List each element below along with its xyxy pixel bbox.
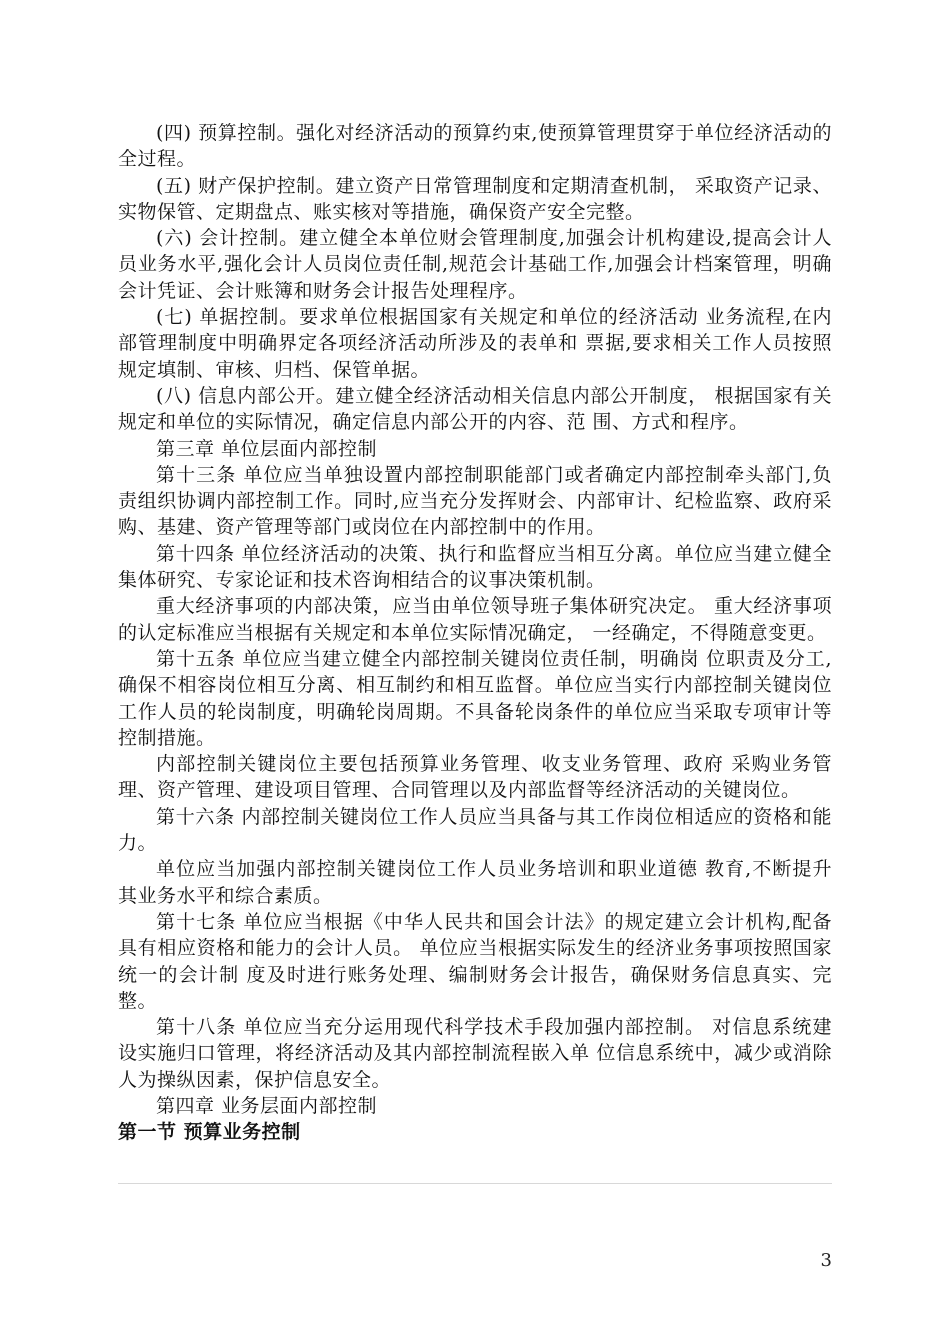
paragraph-document-control: (七) 单据控制。要求单位根据国家有关规定和单位的经济活动 业务流程,在内部管理制度中明确界定各项经济活动所涉及的表单和 票据,要求相关工作人员按照规定填制、审核、归档、保管单据。 (118, 306, 832, 381)
article-18: 第十八条 单位应当充分运用现代科学技术手段加强内部控制。 对信息系统建设实施归口管理，将经济活动及其内部控制流程嵌入单 位信息系统中，减少或消除人为操纵因素，保护信息安全。 (118, 1016, 832, 1091)
paragraph-accounting-control: (六) 会计控制。建立健全本单位财会管理制度,加强会计机构建设,提高会计人员业务水平,强化会计人员岗位责任制,规范会计基础工作,加强会计档案管理，明确会计凭证、会计账簿和财务会计报告处理程序。 (118, 227, 832, 302)
article-16: 第十六条 内部控制关键岗位工作人员应当具备与其工作岗位相适应的资格和能力。 (118, 805, 832, 855)
paragraph-training: 单位应当加强内部控制关键岗位工作人员业务培训和职业道德 教育,不断提升其业务水平和综合素质。 (118, 858, 832, 907)
section-heading: 第一节 预算业务控制 (118, 1121, 301, 1144)
paragraph-key-positions: 内部控制关键岗位主要包括预算业务管理、收支业务管理、政府 采购业务管理、资产管理、建设项目管理、合同管理以及内部监督等经济活动的关键岗位。 (118, 753, 832, 802)
article-13: 第十三条 单位应当单独设置内部控制职能部门或者确定内部控制牵头部门,负责组织协调内部控制工作。同时,应当充分发挥财会、内部审计、纪检监察、政府采购、基建、资产管理等部门或岗位在内部控制中的作用。 (118, 463, 832, 539)
paragraph-budget-control: (四) 预算控制。强化对经济活动的预算约束,使预算管理贯穿于单位经济活动的全过程。 (118, 122, 832, 171)
document-body (118, 120, 832, 1146)
article-14: 第十四条 单位经济活动的决策、执行和监督应当相互分离。单位应当建立健全集体研究、专家论证和技术咨询相结合的议事决策机制。 (118, 542, 832, 592)
chapter-three-title: 第三章 单位层面内部控制 (156, 437, 378, 460)
footer-divider (118, 1183, 832, 1184)
article-17: 第十七条 单位应当根据《中华人民共和国会计法》的规定建立会计机构,配备具有相应资格和能力的会计人员。 单位应当根据实际发生的经济业务事项按照国家统一的会计制 度及时进行账务处理、编制财务会计报告，确保财务信息真实、完整。 (118, 910, 832, 1012)
chapter-four-title: 第四章 业务层面内部控制 (156, 1094, 378, 1117)
page-number: 3 (820, 1250, 832, 1271)
article-15: 第十五条 单位应当建立健全内部控制关键岗位责任制，明确岗 位职责及分工,确保不相容岗位相互分离、相互制约和相互监督。单位应当实行内部控制关键岗位工作人员的轮岗制度，明确轮岗周期。不具备轮岗条件的单位应当采取专项审计等控制措施。 (118, 647, 832, 749)
paragraph-asset-protection: (五) 财产保护控制。建立资产日常管理制度和定期清查机制， 采取资产记录、实物保管、定期盘点、账实核对等措施，确保资产安全完整。 (118, 174, 832, 223)
paragraph-major-decisions: 重大经济事项的内部决策，应当由单位领导班子集体研究决定。 重大经济事项的认定标准应当根据有关规定和本单位实际情况确定， 一经确定，不得随意变更。 (118, 595, 832, 644)
paragraph-info-disclosure: (八) 信息内部公开。建立健全经济活动相关信息内部公开制度， 根据国家有关规定和单位的实际情况，确定信息内部公开的内容、范 围、方式和程序。 (118, 384, 832, 434)
